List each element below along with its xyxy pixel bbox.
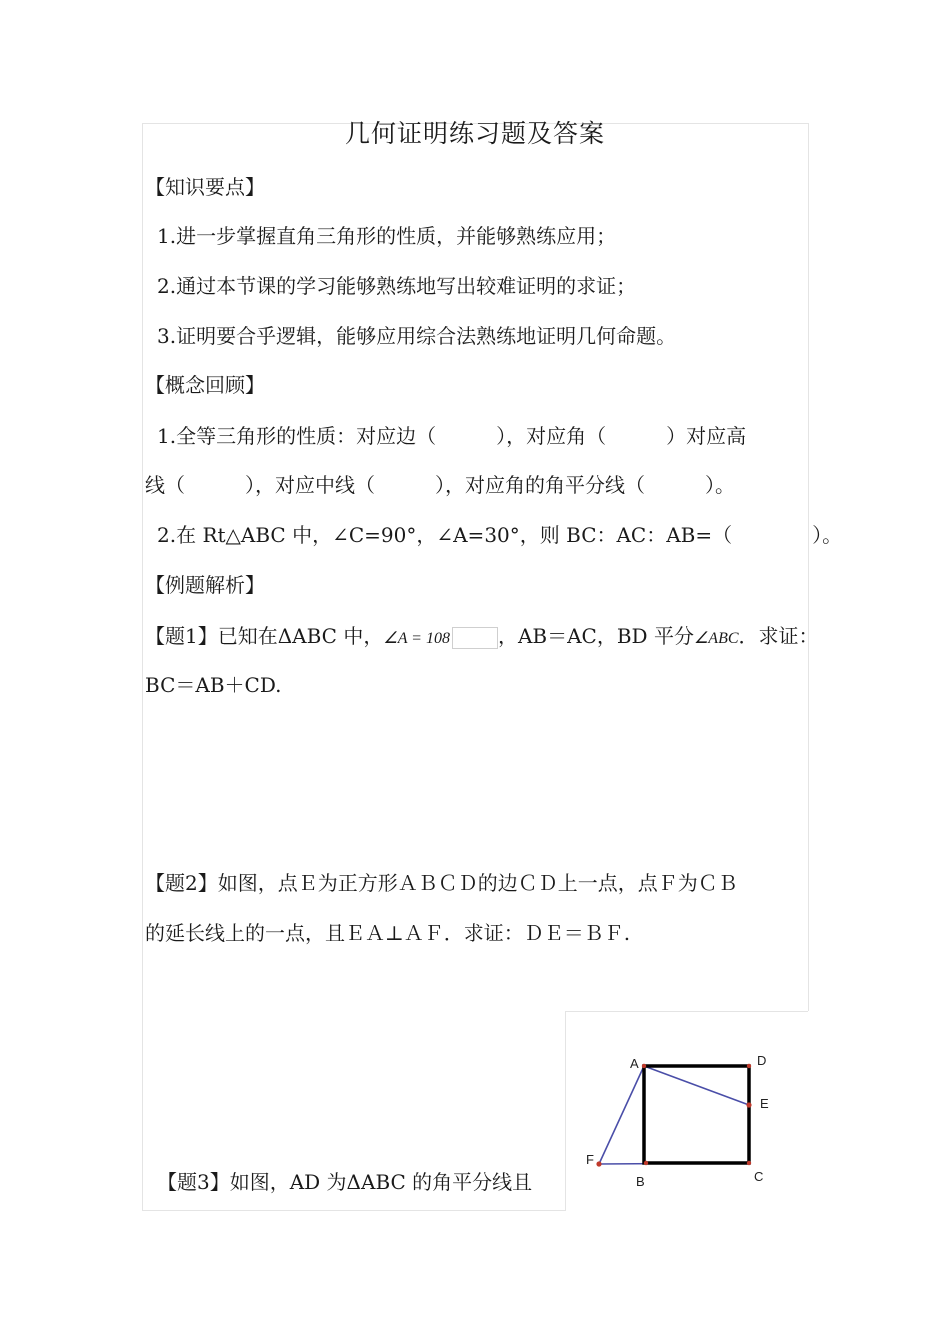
knowledge-heading: 【知识要点】 (145, 175, 265, 199)
label-d: D (757, 1053, 767, 1068)
label-c: C (754, 1169, 764, 1184)
segment-fa (599, 1066, 644, 1164)
question-2-line-1: 【题2】如图，点Ｅ为正方形ＡＢＣＤ的边ＣＤ上一点，点Ｆ为ＣＢ (145, 871, 738, 895)
square-figure-svg (566, 1012, 808, 1210)
square-figure (566, 1012, 808, 1210)
square-abcd (644, 1066, 749, 1163)
frame-right-line (808, 123, 809, 1011)
label-b: B (636, 1174, 645, 1189)
review-item-1-line-1: 1.全等三角形的性质：对应边（ ），对应角（ ）对应高 (157, 424, 747, 448)
knowledge-item-2: 2.通过本节课的学习能够熟练地写出较难证明的求证； (157, 274, 637, 298)
knowledge-item-1: 1.进一步掌握直角三角形的性质，并能够熟练应用； (157, 224, 617, 248)
question-1-suffix: ．求证： (738, 624, 819, 648)
point-c (747, 1161, 751, 1165)
question-1-prefix: 【题1】已知在ΔABC 中， (145, 624, 384, 648)
review-item-2: 2.在 Rt△ABC 中，∠C=90°，∠A=30°，则 BC：AC：AB=（ ）。 (157, 523, 843, 547)
segment-ae (644, 1066, 749, 1105)
review-item-1-line-2: 线（ ），对应中线（ ），对应角的角平分线（ ）。 (145, 473, 735, 497)
frame-left-line (142, 123, 143, 1211)
point-f (596, 1161, 601, 1166)
examples-heading: 【例题解析】 (145, 573, 265, 597)
knowledge-item-3: 3.证明要合乎逻辑，能够应用综合法熟练地证明几何命题。 (157, 324, 677, 348)
label-e: E (760, 1096, 769, 1111)
point-d (747, 1064, 751, 1068)
question-2-line-2: 的延长线上的一点，且ＥＡ⊥ＡＦ．求证：ＤＥ＝ＢＦ. (145, 921, 631, 945)
frame-bottom-line (142, 1210, 566, 1211)
point-b (644, 1161, 648, 1165)
page-title: 几何证明练习题及答案 (344, 119, 605, 148)
formula-placeholder-box (452, 627, 498, 649)
point-a (642, 1064, 646, 1068)
label-f: F (586, 1152, 594, 1167)
question-1-middle: ，AB＝AC，BD 平分 (497, 624, 694, 648)
review-heading: 【概念回顾】 (145, 373, 265, 397)
point-e (746, 1102, 751, 1107)
question-1-angle-abc: ∠ABC (693, 630, 739, 647)
question-3-line-1: 【题3】如图，AD 为ΔABC 的角平分线且 (157, 1170, 533, 1194)
question-1-line-2: BC＝AB＋CD. (145, 673, 282, 697)
question-1-line-1 (145, 624, 819, 651)
label-a: A (630, 1056, 639, 1071)
question-1-angle: ∠A = 108 (383, 630, 450, 647)
